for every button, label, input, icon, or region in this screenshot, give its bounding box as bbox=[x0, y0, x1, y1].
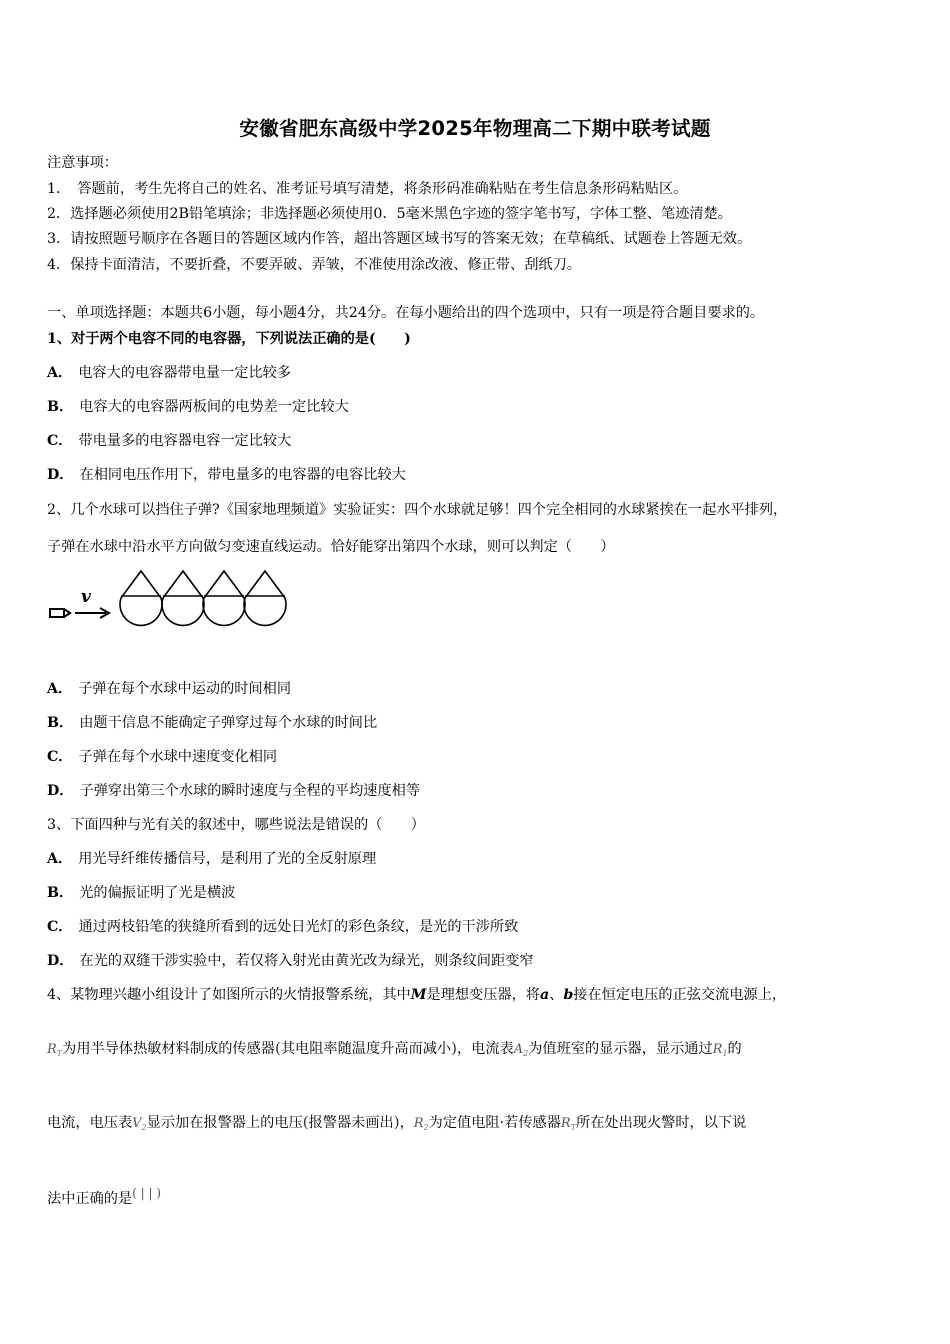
q3-option-b bbox=[47, 882, 235, 902]
note-item: 3．请按照题号顺序在各题目的答题区域内作答，超出答题区域书写的答案无效；在草稿纸、试题卷上答题无效。 bbox=[47, 231, 752, 247]
option-text: 子弹穿出第三个水球的瞬时速度与全程的平均速度相等 bbox=[79, 783, 421, 799]
q1-option-d bbox=[47, 464, 406, 484]
sensor-rt-symbol: $R_T$ bbox=[560, 1116, 577, 1132]
velocity-label: v bbox=[81, 587, 91, 607]
question-2-stem-line1: 2、几个水球可以挡住子弹?《国家地理频道》实验证实：四个水球就足够！四个完全相同的水球紧挨在一起水平排列， bbox=[47, 502, 788, 518]
water-balls-figure bbox=[44, 566, 294, 642]
notes-heading: 注意事项： bbox=[47, 155, 118, 171]
q4-text: 为定值电阻 bbox=[428, 1115, 500, 1131]
q1-option-a bbox=[47, 362, 291, 382]
option-label: D． bbox=[47, 953, 74, 969]
q4-text: 电流，电压表 bbox=[47, 1115, 133, 1131]
option-text: 由题干信息不能确定子弹穿过每个水球的时间比 bbox=[79, 715, 378, 731]
answer-paren: ( | | ) bbox=[132, 1186, 162, 1200]
note-item: 4．保持卡面清洁，不要折叠，不要弄破、弄皱，不准使用涂改液、修正带、刮纸刀。 bbox=[47, 257, 581, 273]
velocity-arrow-icon bbox=[75, 587, 109, 618]
page-title: 安徽省肥东高级中学2025年物理高二下期中联考试题 bbox=[239, 117, 711, 140]
resistor-r2-symbol: $R_2$ bbox=[413, 1116, 429, 1132]
question-3-stem: 3、下面四种与光有关的叙述中，哪些说法是错误的（ ） bbox=[47, 817, 425, 833]
resistor-r1-symbol: $R_1$ bbox=[712, 1042, 728, 1058]
q4-text: · bbox=[499, 1115, 505, 1131]
option-text: 通过两枝铅笔的狭缝所看到的远处日光灯的彩色条纹，是光的干涉所致 bbox=[78, 919, 519, 935]
option-label: A． bbox=[47, 851, 73, 867]
option-label: C． bbox=[47, 919, 73, 935]
q4-text: 为值班室的显示器，显示通过 bbox=[528, 1041, 713, 1057]
q4-text: ，电流表 bbox=[456, 1041, 514, 1057]
transformer-symbol: M bbox=[410, 987, 427, 1003]
q2-option-c bbox=[47, 746, 277, 766]
option-label: C． bbox=[47, 433, 73, 449]
option-text: 电容大的电容器带电量一定比较多 bbox=[78, 365, 292, 381]
option-label: B． bbox=[47, 399, 74, 415]
voltmeter-v2-symbol: $V_2$ bbox=[132, 1116, 147, 1132]
water-ball-3 bbox=[203, 571, 245, 625]
option-label: D． bbox=[47, 467, 74, 483]
option-text: 子弹在每个水球中运动的时间相同 bbox=[78, 681, 292, 697]
q4-text: 为用半导体热敏材料制成的传感器 bbox=[62, 1041, 275, 1057]
q2-option-b bbox=[47, 712, 377, 732]
note-item: 1． 答题前，考生先将自己的姓名、准考证号填写清楚，将条形码准确粘贴在考生信息条形码粘贴区。 bbox=[47, 181, 688, 197]
section-heading: 一、单项选择题：本题共6小题，每小题4分，共24分。在每小题给出的四个选项中，只有一项是符合题目要求的。 bbox=[47, 305, 765, 321]
question-4-line1 bbox=[47, 984, 786, 1004]
water-ball-1 bbox=[120, 571, 162, 625]
note-item: 2．选择题必须使用2B铅笔填涂；非选择题必须使用0．5毫米黑色字迹的签字笔书写，字体工整、笔迹清楚。 bbox=[47, 206, 732, 222]
question-4-line4 bbox=[47, 1186, 161, 1208]
question-4-line2: $R_T$为用半导体热敏材料制成的传感器(其电阻率随温度升高而减小)，电流表$A_2$为值班室的显示器，显示通过$R_1$的 bbox=[47, 1039, 742, 1058]
option-text: 光的偏振证明了光是横波 bbox=[79, 885, 236, 901]
q3-option-a bbox=[47, 848, 376, 868]
q4-text: 、 bbox=[549, 987, 564, 1003]
water-ball-2 bbox=[162, 571, 204, 625]
option-label: A． bbox=[47, 681, 73, 697]
option-text: 带电量多的电容器电容一定比较大 bbox=[78, 433, 292, 449]
q3-option-d bbox=[47, 950, 534, 970]
option-label: D． bbox=[47, 783, 74, 799]
q4-text: 法中正确的是 bbox=[47, 1191, 133, 1207]
q4-text: 是理想变压器，将 bbox=[426, 987, 540, 1003]
option-text: 子弹在每个水球中速度变化相同 bbox=[78, 749, 278, 765]
q4-text: ， bbox=[399, 1115, 414, 1131]
q4-text: 接在恒定电压的正弦交流电源上， bbox=[573, 987, 787, 1003]
option-text: 在光的双缝干涉实验中，若仅将入射光由黄光改为绿光，则条纹间距变窄 bbox=[79, 953, 534, 969]
terminal-b-symbol: b bbox=[563, 987, 574, 1003]
option-label: B． bbox=[47, 885, 74, 901]
question-2-stem-line2: 子弹在水球中沿水平方向做匀变速直线运动。恰好能穿出第四个水球，则可以判定（ ） bbox=[47, 539, 615, 555]
ammeter-a2-symbol: $A_2$ bbox=[513, 1042, 529, 1058]
q2-option-a bbox=[47, 678, 291, 698]
q4-text: 的 bbox=[727, 1041, 742, 1057]
option-label: A． bbox=[47, 365, 73, 381]
option-label: C． bbox=[47, 749, 73, 765]
q1-option-b bbox=[47, 396, 349, 416]
option-text: 在相同电压作用下，带电量多的电容器的电容比较大 bbox=[79, 467, 406, 483]
q4-text: 4、某物理兴趣小组设计了如图所示的火情报警系统，其中 bbox=[47, 987, 411, 1003]
q4-text: 若传感器 bbox=[504, 1115, 561, 1131]
q2-option-d bbox=[47, 780, 420, 800]
q4-text: 显示加在报警器上的电压 bbox=[146, 1115, 303, 1131]
water-ball-4 bbox=[244, 571, 286, 625]
q1-option-c bbox=[47, 430, 291, 450]
question-4-line3: 电流，电压表$V_2$显示加在报警器上的电压(报警器未画出)，$R_2$为定值电阻·若传感器$R_T$所在处出现火警时，以下说 bbox=[47, 1113, 747, 1132]
q4-text: 报警器未画出 bbox=[308, 1115, 394, 1131]
option-label: B． bbox=[47, 715, 74, 731]
q4-text: 所在处出现火警时，以下说 bbox=[576, 1115, 747, 1131]
sensor-rt-symbol: $R_T$ bbox=[47, 1042, 63, 1058]
terminal-a-symbol: a bbox=[539, 987, 550, 1003]
q3-option-c bbox=[47, 916, 518, 936]
q4-text: 其电阻率随温度升高而减小 bbox=[280, 1041, 452, 1057]
option-text: 电容大的电容器两板间的电势差一定比较大 bbox=[79, 399, 349, 415]
option-text: 用光导纤维传播信号，是利用了光的全反射原理 bbox=[78, 851, 377, 867]
bullet-icon bbox=[50, 609, 70, 617]
question-1-stem: 1、对于两个电容不同的电容器，下列说法正确的是( ) bbox=[47, 331, 411, 347]
